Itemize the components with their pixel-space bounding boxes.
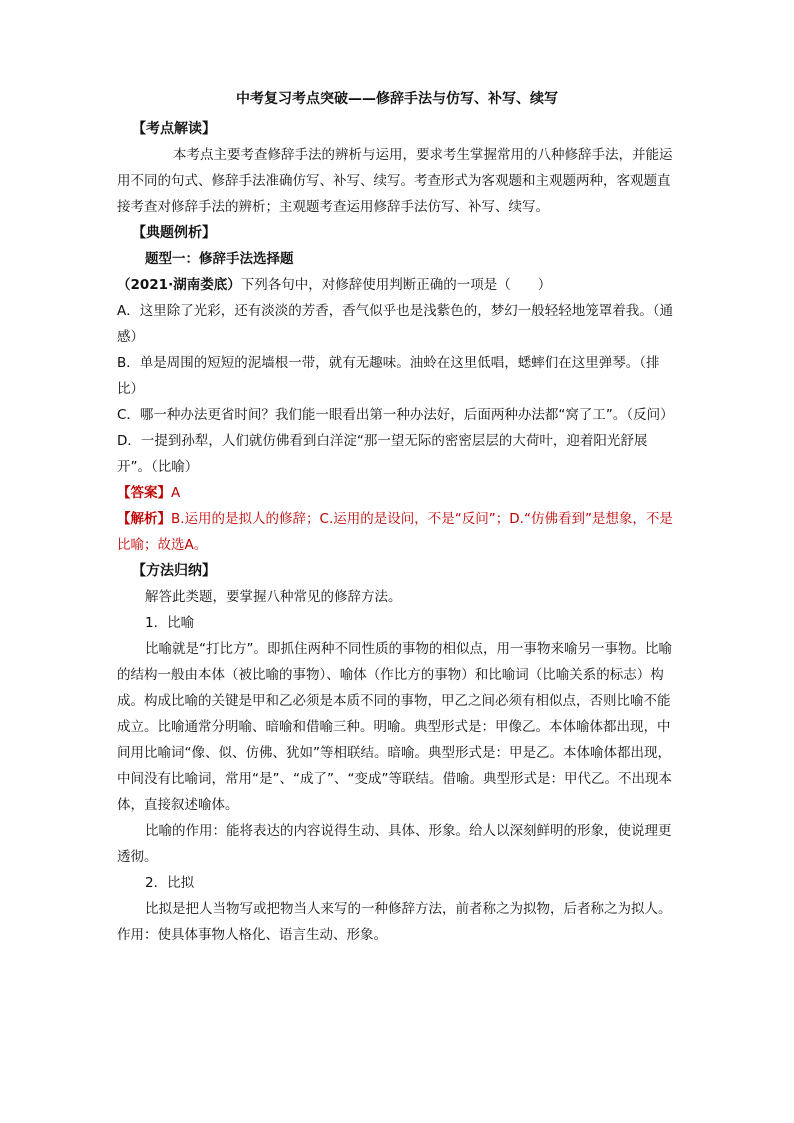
- option-c: C．哪一种办法更省时间？我们能一眼看出第一种办法好，后面两种办法都“窝了工”。（反问）: [117, 407, 674, 423]
- answer-label: 【答案】: [117, 485, 171, 501]
- answer-value: A: [171, 485, 181, 501]
- question-type-heading: 题型一：修辞手法选择题: [145, 251, 294, 267]
- item-1-title: 1．比喻: [145, 615, 195, 631]
- option-a: A．这里除了光彩，还有淡淡的芳香，香气似乎也是浅紫色的，梦幻一般轻轻地笼罩着我。（通感）: [117, 303, 673, 345]
- item-1-paragraph-2: 比喻的作用：能将表达的内容说得生动、具体、形象。给人以深刻鲜明的形象，使说理更透彻。: [117, 823, 672, 865]
- answer-line: [117, 480, 677, 506]
- option-b: B．单是周围的短短的泥墙根一带，就有无趣味。油蛉在这里低唱，蟋蟀们在这里弹琴。（排比）: [117, 355, 660, 397]
- document-title: 中考复习考点突破——修辞手法与仿写、补写、续写: [236, 91, 558, 107]
- section-heading-method: 【方法归纳】: [132, 563, 216, 579]
- question-stem: [117, 272, 677, 298]
- analysis-line: [117, 506, 677, 558]
- question-source: （2021·湖南娄底）: [117, 277, 241, 293]
- method-intro: 解答此类题，要掌握八种常见的修辞方法。: [145, 589, 402, 605]
- question-text: 下列各句中，对修辞使用判断正确的一项是（ ）: [240, 277, 552, 293]
- analysis-label: 【解析】: [117, 511, 171, 527]
- item-2-title: 2．比拟: [145, 875, 195, 891]
- item-2-paragraph-1: 比拟是把人当物写或把物当人来写的一种修辞方法，前者称之为拟物，后者称之为拟人。作用：使具体事物人格化、语言生动、形象。: [117, 901, 672, 943]
- option-d: D．一提到孙犁，人们就仿佛看到白洋淀“那一望无际的密密层层的大荷叶，迎着阳光舒展开”。（比喻）: [117, 433, 648, 475]
- item-1-paragraph-1: 比喻就是“打比方”。即抓住两种不同性质的事物的相似点，用一事物来喻另一事物。比喻的结构一般由本体（被比喻的事物）、喻体（作比方的事物）和比喻词（比喻关系的标志）构成。构成比喻的关键是甲和乙必须是本质不同的事物，甲乙之间必须有相似点，否则比喻不能成立。比喻通常分明喻、暗喻和借喻三种。明喻。典型形式是：甲像乙。本体喻体都出现，中间用比喻词“像、似、仿佛、犹如”等相联结。暗喻。典型形式是：甲是乙。本体喻体都出现，中间没有比喻词，常用“是”、“成了”、“变成”等联结。借喻。典型形式是：甲代乙。不出现本体，直接叙述喻体。: [117, 641, 672, 813]
- document-page: [117, 88, 677, 948]
- intro-paragraph: 本考点主要考查修辞手法的辨析与运用，要求考生掌握常用的八种修辞手法，并能运用不同的句式、修辞手法准确仿写、补写、续写。考查形式为客观题和主观题两种，客观题直接考查对修辞手法的辨析；主观题考查运用修辞手法仿写、补写、续写。: [117, 147, 673, 215]
- analysis-text: B.运用的是拟人的修辞；C.运用的是设问，不是“反问”；D.“仿佛看到”是想象，不是比喻；故选A。: [117, 511, 673, 553]
- section-heading-analysis: 【考点解读】: [132, 121, 216, 137]
- section-heading-examples: 【典题例析】: [132, 225, 216, 241]
